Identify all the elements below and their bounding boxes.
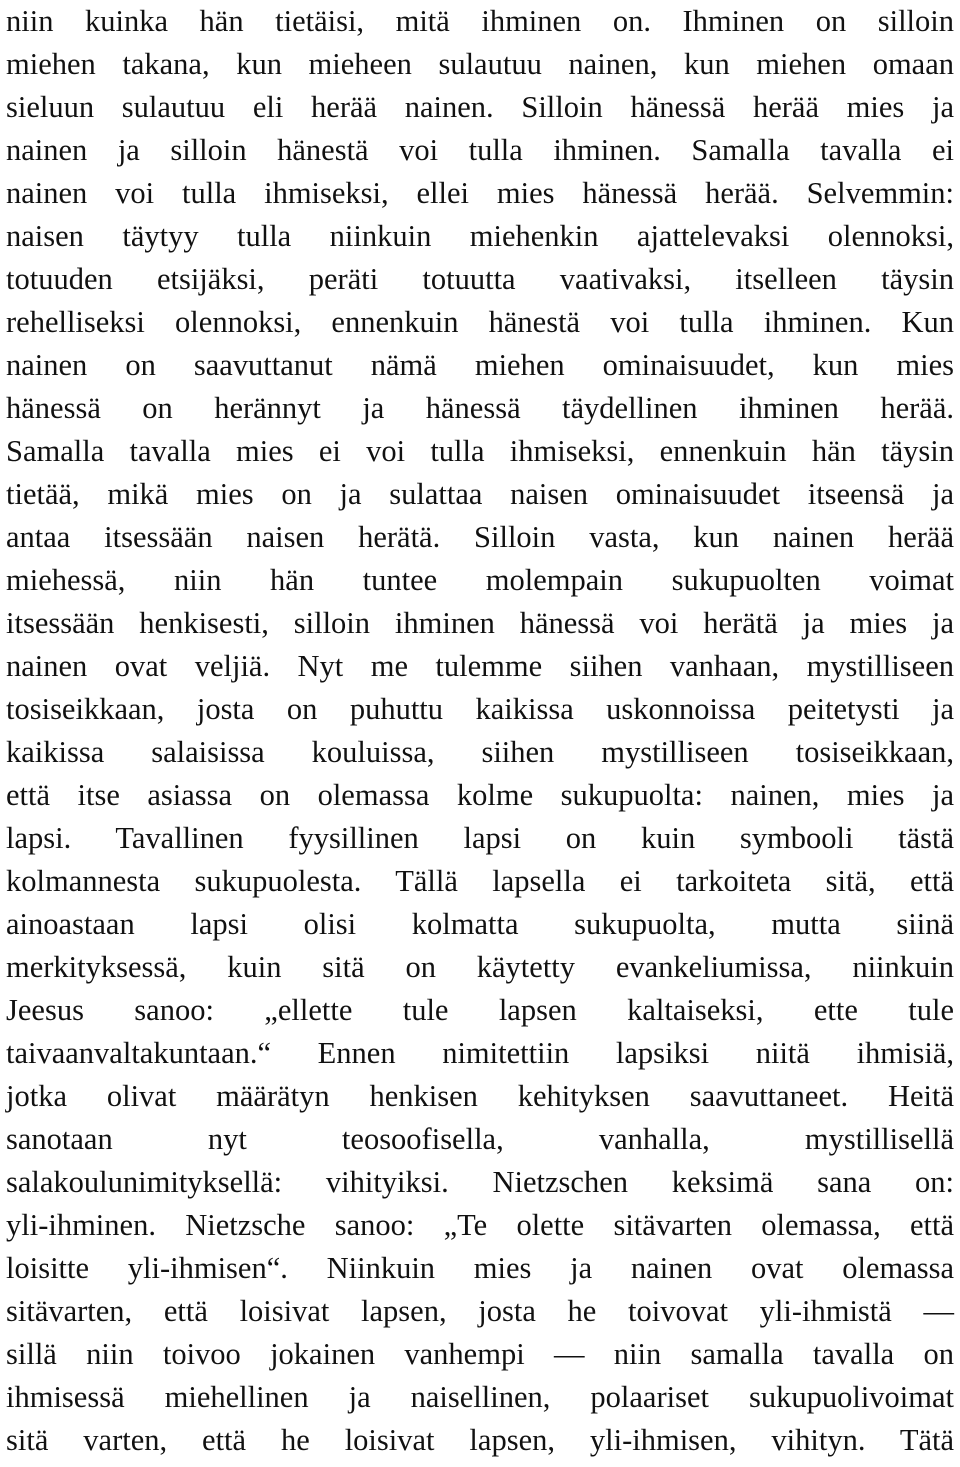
text-line: naisen täytyy tulla niinkuin miehenkin ajattelevaksi olennoksi, xyxy=(6,219,954,253)
text-line: itsessään henkisesti, silloin ihminen hänessä voi herätä ja mies ja xyxy=(6,606,954,640)
text-line: sillä niin toivoo jokainen vanhempi — niin samalla tavalla on xyxy=(6,1337,954,1371)
text-line: Jeesus sanoo: „ellette tule lapsen kaltaiseksi, ette tule xyxy=(6,993,954,1027)
text-line: jotka olivat määrätyn henkisen kehityksen saavuttaneet. Heitä xyxy=(6,1079,954,1113)
text-line: sieluun sulautuu eli herää nainen. Silloin hänessä herää mies ja xyxy=(6,90,954,124)
text-line: Samalla tavalla mies ei voi tulla ihmiseksi, ennenkuin hän täysin xyxy=(6,434,954,468)
text-line: että itse asiassa on olemassa kolme sukupuolta: nainen, mies ja xyxy=(6,778,954,812)
text-line: nainen ja silloin hänestä voi tulla ihminen. Samalla tavalla ei xyxy=(6,133,954,167)
text-line: miehen takana, kun mieheen sulautuu nainen, kun miehen omaan xyxy=(6,47,954,81)
text-line: niin kuinka hän tietäisi, mitä ihminen on. Ihminen on silloin xyxy=(6,4,954,38)
text-line: ihmisessä miehellinen ja naisellinen, polaariset sukupuolivoimat xyxy=(6,1380,954,1414)
text-line: totuuden etsijäksi, peräti totuutta vaativaksi, itselleen täysin xyxy=(6,262,954,296)
text-line: loisitte yli-ihmisen“. Niinkuin mies ja nainen ovat olemassa xyxy=(6,1251,954,1285)
text-line: sitävarten, että loisivat lapsen, josta he toivovat yli-ihmistä — xyxy=(6,1294,954,1328)
text-line: taivaanvaltakuntaan.“ Ennen nimitettiin lapsiksi niitä ihmisiä, xyxy=(6,1036,954,1070)
text-line: miehessä, niin hän tuntee molempain sukupuolten voimat xyxy=(6,563,954,597)
text-line: antaa itsessään naisen herätä. Silloin vasta, kun nainen herää xyxy=(6,520,954,554)
text-line: hänessä on herännyt ja hänessä täydellinen ihminen herää. xyxy=(6,391,954,425)
text-line: nainen voi tulla ihmiseksi, ellei mies hänessä herää. Selvemmin: xyxy=(6,176,954,210)
text-line: nainen ovat veljiä. Nyt me tulemme siihen vanhaan, mystilliseen xyxy=(6,649,954,683)
text-line: merkityksessä, kuin sitä on käytetty evankeliumissa, niinkuin xyxy=(6,950,954,984)
text-line: sanotaan nyt teosoofisella, vanhalla, mystillisellä xyxy=(6,1122,954,1156)
text-line: sitä varten, että he loisivat lapsen, yli-ihmisen, vihityn. Tätä xyxy=(6,1423,954,1457)
text-line: tietää, mikä mies on ja sulattaa naisen ominaisuudet itseensä ja xyxy=(6,477,954,511)
text-line: tosiseikkaan, josta on puhuttu kaikissa uskonnoissa peitetysti ja xyxy=(6,692,954,726)
text-line: yli-ihminen. Nietzsche sanoo: „Te olette sitävarten olemassa, että xyxy=(6,1208,954,1242)
text-line: salakoulunimityksellä: vihityiksi. Nietzschen keksimä sana on: xyxy=(6,1165,954,1199)
text-line: rehelliseksi olennoksi, ennenkuin hänestä voi tulla ihminen. Kun xyxy=(6,305,954,339)
text-line: ainoastaan lapsi olisi kolmatta sukupuolta, mutta siinä xyxy=(6,907,954,941)
text-line: nainen on saavuttanut nämä miehen ominaisuudet, kun mies xyxy=(6,348,954,382)
text-line: kaikissa salaisissa kouluissa, siihen mystilliseen tosiseikkaan, xyxy=(6,735,954,769)
text-line: kolmannesta sukupuolesta. Tällä lapsella ei tarkoiteta sitä, että xyxy=(6,864,954,898)
text-line: lapsi. Tavallinen fyysillinen lapsi on kuin symbooli tästä xyxy=(6,821,954,855)
